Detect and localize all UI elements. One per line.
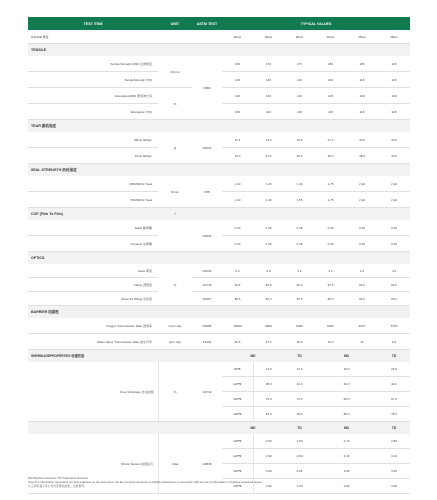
value-cell: 0.20 bbox=[346, 236, 378, 252]
table-row bbox=[28, 176, 410, 192]
value-cell: 4.3 bbox=[346, 264, 378, 278]
value-cell: 34.0 bbox=[315, 377, 378, 392]
astm-cell: F1249 bbox=[192, 334, 222, 350]
value-cell: 0.20 bbox=[346, 220, 378, 236]
value-cell: 1.40 bbox=[253, 192, 284, 208]
value-cell: 78.0 bbox=[378, 407, 410, 422]
temp-cell: 100℃ bbox=[222, 434, 253, 449]
value-cell: 1.20 bbox=[253, 176, 284, 192]
value-cell: 115 bbox=[315, 104, 346, 120]
astm-cell: D1746 bbox=[192, 278, 222, 292]
row-label: Shrink Tension 收缩张力 bbox=[28, 434, 158, 494]
footnote-line: MD=Machine Direction TD=Transverse Direction bbox=[28, 476, 89, 480]
value-cell: 3.60 bbox=[284, 479, 315, 494]
value-cell: 96.5 bbox=[222, 278, 253, 292]
header-test-item: TEST ITEM bbox=[28, 17, 158, 30]
unit-cell: N/mm² bbox=[158, 56, 192, 88]
value-cell: 115 bbox=[378, 56, 410, 72]
header-typical-values: TYPICAL VALUES bbox=[222, 17, 410, 30]
value-cell: 78.0 bbox=[284, 407, 315, 422]
row-label: MD/WithFin Seal bbox=[28, 176, 158, 192]
unit-cell: gf bbox=[158, 132, 192, 164]
section-title-seal: SEAL STRENGTH 热封强度 bbox=[28, 164, 410, 177]
value-cell: 2.50 bbox=[284, 434, 315, 449]
value-cell: 0.18 bbox=[284, 236, 315, 252]
value-cell: 66.0 bbox=[315, 392, 378, 407]
astm-cell: D2457 bbox=[192, 292, 222, 306]
footnote-line: 以上资料基于本公司内部测试结果，仅供参考。 bbox=[28, 484, 87, 489]
row-label: MD at 400gm bbox=[28, 132, 158, 148]
value-cell: 2.60 bbox=[284, 449, 315, 464]
value-cell: 10000 bbox=[222, 318, 253, 334]
table-row bbox=[28, 56, 410, 72]
value-cell: 80.0 bbox=[315, 407, 378, 422]
value-cell: 180 bbox=[315, 56, 346, 72]
col-header: TD bbox=[378, 350, 410, 363]
section-title-barrier: BARRIER 阻隔性 bbox=[28, 306, 410, 319]
table-row bbox=[28, 278, 410, 292]
section-header bbox=[28, 306, 410, 319]
value-cell: 115 bbox=[284, 104, 315, 120]
section-header bbox=[28, 350, 410, 363]
value-cell: 2.90 bbox=[253, 449, 284, 464]
value-cell: 1.10 bbox=[222, 176, 253, 192]
value-cell: 22.5 bbox=[222, 334, 253, 350]
value-cell: 0.20 bbox=[315, 220, 346, 236]
gauge-value: 28um bbox=[378, 30, 410, 44]
row-label: Oxygen Transmission Rate 透氧率 bbox=[28, 318, 158, 334]
value-cell: 165 bbox=[222, 104, 253, 120]
row-label: TD at 400gm bbox=[28, 148, 158, 164]
astm-cell: D882 bbox=[192, 56, 222, 120]
row-label: Water Vapor Transmission Rate 透水汽率 bbox=[28, 334, 158, 350]
section-title-shrink: SHRINKAGEPROPERTIES 收缩性能 bbox=[28, 350, 222, 363]
row-label: Haze 雾度 bbox=[28, 264, 158, 278]
value-cell: 130 bbox=[253, 88, 284, 104]
value-cell: 2.10 bbox=[346, 176, 378, 192]
value-cell: 130 bbox=[378, 88, 410, 104]
temp-cell: 130℃ bbox=[222, 479, 253, 494]
value-cell: 120 bbox=[284, 72, 315, 88]
value-cell: 175 bbox=[284, 56, 315, 72]
value-cell: 30.0 bbox=[378, 132, 410, 148]
value-cell: 20.0 bbox=[284, 334, 315, 350]
value-cell: 38.0 bbox=[253, 377, 284, 392]
value-cell: 83.0 bbox=[378, 292, 410, 306]
value-cell: 170 bbox=[253, 56, 284, 72]
value-cell: 135 bbox=[315, 88, 346, 104]
value-cell: 2.10 bbox=[378, 176, 410, 192]
value-cell: 5750 bbox=[378, 318, 410, 334]
value-cell: 72.0 bbox=[284, 392, 315, 407]
col-header: MD bbox=[222, 422, 284, 435]
value-cell: 160 bbox=[315, 72, 346, 88]
value-cell: 1.40 bbox=[284, 176, 315, 192]
row-label: Gloss 45 450ug 光泽度 bbox=[28, 292, 158, 306]
col-header: TD bbox=[284, 422, 315, 435]
table-row bbox=[28, 362, 410, 377]
value-cell: 325 bbox=[378, 104, 410, 120]
value-cell: 87.0 bbox=[284, 292, 315, 306]
value-cell: 0.18 bbox=[284, 220, 315, 236]
temp-cell: 120℃ bbox=[222, 464, 253, 479]
value-cell: 1.55 bbox=[284, 192, 315, 208]
value-cell: 2.50 bbox=[253, 434, 284, 449]
value-cell: 3.6 bbox=[315, 264, 346, 278]
footnotes bbox=[28, 476, 410, 489]
value-cell: 145 bbox=[222, 72, 253, 88]
row-label: TensileStrength (TD) bbox=[28, 72, 158, 88]
value-cell: 115 bbox=[346, 72, 378, 88]
unit-cell: g/m²·day bbox=[158, 334, 192, 350]
value-cell: 84.0 bbox=[346, 292, 378, 306]
value-cell: 27.0 bbox=[253, 334, 284, 350]
value-cell: 70.0 bbox=[253, 392, 284, 407]
col-header: MD bbox=[315, 422, 378, 435]
section-title-cof: COF (Film To Film) bbox=[28, 208, 158, 221]
value-cell: 2.70 bbox=[315, 434, 378, 449]
value-cell: 97.5 bbox=[315, 278, 346, 292]
temp-cell: 110℃ bbox=[222, 449, 253, 464]
row-label: Dynamic 动摩擦 bbox=[28, 236, 158, 252]
table-header-row bbox=[28, 17, 410, 30]
value-cell: 27.0 bbox=[284, 362, 315, 377]
value-cell: 11.3 bbox=[222, 132, 253, 148]
row-label: Elongation(MD) 断裂伸长率 bbox=[28, 88, 158, 104]
col-header: MD bbox=[315, 350, 378, 363]
value-cell: 3.60 bbox=[378, 464, 410, 479]
unit-cell: Mpa bbox=[158, 434, 192, 494]
value-cell: 67.0 bbox=[378, 392, 410, 407]
value-cell: 27.0 bbox=[315, 132, 346, 148]
unit-cell: % bbox=[158, 88, 192, 120]
value-cell: 1.75 bbox=[315, 176, 346, 192]
row-label: Elongation (TD) bbox=[28, 104, 158, 120]
value-cell: 96.8 bbox=[253, 278, 284, 292]
gauge-value: 18um bbox=[284, 30, 315, 44]
value-cell: 44.0 bbox=[284, 377, 315, 392]
value-cell: 165 bbox=[346, 56, 378, 72]
table-row bbox=[28, 132, 410, 148]
value-cell: 15.0 bbox=[284, 132, 315, 148]
astm-cell: D2732 bbox=[192, 362, 222, 422]
value-cell: 8800 bbox=[253, 318, 284, 334]
value-cell: 16.0 bbox=[222, 148, 253, 164]
gauge-row bbox=[28, 30, 410, 44]
value-cell: 6400 bbox=[315, 318, 346, 334]
cof-unit: / bbox=[158, 208, 192, 221]
value-cell: 3.2 bbox=[284, 264, 315, 278]
value-cell: 38.0 bbox=[346, 148, 378, 164]
table-row bbox=[28, 264, 410, 278]
gauge-value: 20um bbox=[222, 30, 253, 44]
value-cell: 94.0 bbox=[346, 278, 378, 292]
row-label: Free Shrinkage 自由收缩 bbox=[28, 362, 158, 422]
table-row bbox=[28, 292, 410, 306]
section-header bbox=[28, 164, 410, 177]
table-row bbox=[28, 318, 410, 334]
value-cell: 16.0 bbox=[315, 362, 378, 377]
value-cell: 30.0 bbox=[346, 132, 378, 148]
gauge-label: GAUGE 厚度 bbox=[28, 30, 222, 44]
value-cell: 40.0 bbox=[378, 148, 410, 164]
value-cell: 0.20 bbox=[378, 220, 410, 236]
astm-cell: D1003 bbox=[192, 264, 222, 278]
value-cell: 115 bbox=[378, 72, 410, 88]
row-label: Tensile Strength (MD) 拉伸强度 bbox=[28, 56, 158, 72]
temp-cell: 120℃ bbox=[222, 392, 253, 407]
value-cell: 0.20 bbox=[315, 236, 346, 252]
temp-cell: 90℃ bbox=[222, 362, 253, 377]
gauge-value: 15um bbox=[253, 30, 284, 44]
section-title-tear: TEAR 撕裂强度 bbox=[28, 120, 410, 133]
unit-cell: N/mm bbox=[158, 176, 192, 208]
row-label: Static 静摩擦 bbox=[28, 220, 158, 236]
value-cell: 165 bbox=[222, 56, 253, 72]
value-cell: 11.5 bbox=[253, 362, 284, 377]
value-cell: 14.0 bbox=[315, 334, 346, 350]
section-header bbox=[28, 44, 410, 57]
gauge-value: 22um bbox=[315, 30, 346, 44]
header-astm-test: ASTM TEST bbox=[192, 17, 222, 30]
section-title-tensile: TENSILE bbox=[28, 44, 410, 57]
section-header bbox=[28, 208, 410, 221]
table-row bbox=[28, 434, 410, 449]
value-cell: 2.10 bbox=[378, 192, 410, 208]
section-header bbox=[28, 422, 410, 435]
footnote-line: Note:The information represents our best judgment on the work done, but the company assumes no liability whatsoever in connection with the use of information or findings contained herein. bbox=[28, 480, 263, 485]
temp-cell: 130℃ bbox=[222, 407, 253, 422]
value-cell: 30.0 bbox=[315, 148, 346, 164]
value-cell: 0.18 bbox=[253, 220, 284, 236]
value-cell: 3.60 bbox=[253, 464, 284, 479]
unit-cell: % bbox=[158, 362, 192, 422]
value-cell: 2.8 bbox=[253, 264, 284, 278]
value-cell: 145 bbox=[253, 72, 284, 88]
value-cell: 81.0 bbox=[253, 407, 284, 422]
value-cell: 2.50 bbox=[315, 479, 378, 494]
value-cell: 3.60 bbox=[378, 479, 410, 494]
value-cell: 110 bbox=[253, 104, 284, 120]
section-header bbox=[28, 120, 410, 133]
astm-cell: D3985 bbox=[192, 318, 222, 334]
astm-cell: D2838 bbox=[192, 434, 222, 494]
value-cell: 96.0 bbox=[284, 278, 315, 292]
value-cell: 88.5 bbox=[222, 292, 253, 306]
value-cell: 1.10 bbox=[222, 192, 253, 208]
row-label: TD/WithFin Seal bbox=[28, 192, 158, 208]
value-cell: 3.80 bbox=[315, 464, 378, 479]
value-cell: 6237 bbox=[346, 318, 378, 334]
value-cell: 0.18 bbox=[253, 236, 284, 252]
value-cell: 44.0 bbox=[378, 377, 410, 392]
header-unit: UNIT bbox=[158, 17, 192, 30]
temp-cell: 110℃ bbox=[222, 377, 253, 392]
value-cell: 0.20 bbox=[378, 236, 410, 252]
value-cell: 32.0 bbox=[284, 148, 315, 164]
value-cell: 86.0 bbox=[315, 292, 346, 306]
value-cell: 27.0 bbox=[253, 148, 284, 164]
value-cell: 3.40 bbox=[315, 449, 378, 464]
row-label: Clarity 透明度 bbox=[28, 278, 158, 292]
value-cell: 0.20 bbox=[222, 220, 253, 236]
astm-cell: F88 bbox=[192, 176, 222, 208]
value-cell: 2.10 bbox=[346, 192, 378, 208]
col-header: MD bbox=[222, 350, 284, 363]
col-header: TD bbox=[284, 350, 315, 363]
value-cell: 3.30 bbox=[253, 479, 284, 494]
value-cell: 130 bbox=[346, 88, 378, 104]
value-cell: 1.75 bbox=[315, 192, 346, 208]
value-cell: 2.3 bbox=[222, 264, 253, 278]
value-cell: 2.65 bbox=[284, 464, 315, 479]
section-header bbox=[28, 252, 410, 265]
value-cell: 9.9 bbox=[378, 334, 410, 350]
value-cell: 0.20 bbox=[222, 236, 253, 252]
value-cell: 4.6 bbox=[378, 264, 410, 278]
col-header: TD bbox=[378, 422, 410, 435]
spec-table bbox=[28, 17, 410, 494]
value-cell: 2.80 bbox=[378, 434, 410, 449]
gauge-value: 25um bbox=[346, 30, 378, 44]
value-cell: 92.0 bbox=[378, 278, 410, 292]
table-row bbox=[28, 334, 410, 350]
value-cell: 110 bbox=[222, 88, 253, 104]
value-cell: 14.0 bbox=[253, 132, 284, 148]
table-row bbox=[28, 220, 410, 236]
value-cell: 115 bbox=[346, 104, 378, 120]
astm-cell: D1894 bbox=[192, 220, 222, 252]
value-cell: 120 bbox=[284, 88, 315, 104]
value-cell: 11 bbox=[346, 334, 378, 350]
value-cell: 86.0 bbox=[253, 292, 284, 306]
section-title-optics: OPTICS bbox=[28, 252, 410, 265]
unit-cell: % bbox=[158, 264, 192, 306]
unit-cell: cc/m²·day bbox=[158, 318, 192, 334]
value-cell: 26.0 bbox=[378, 362, 410, 377]
astm-cell: D1922 bbox=[192, 132, 222, 164]
value-cell: 3.10 bbox=[378, 449, 410, 464]
value-cell: 8250 bbox=[284, 318, 315, 334]
